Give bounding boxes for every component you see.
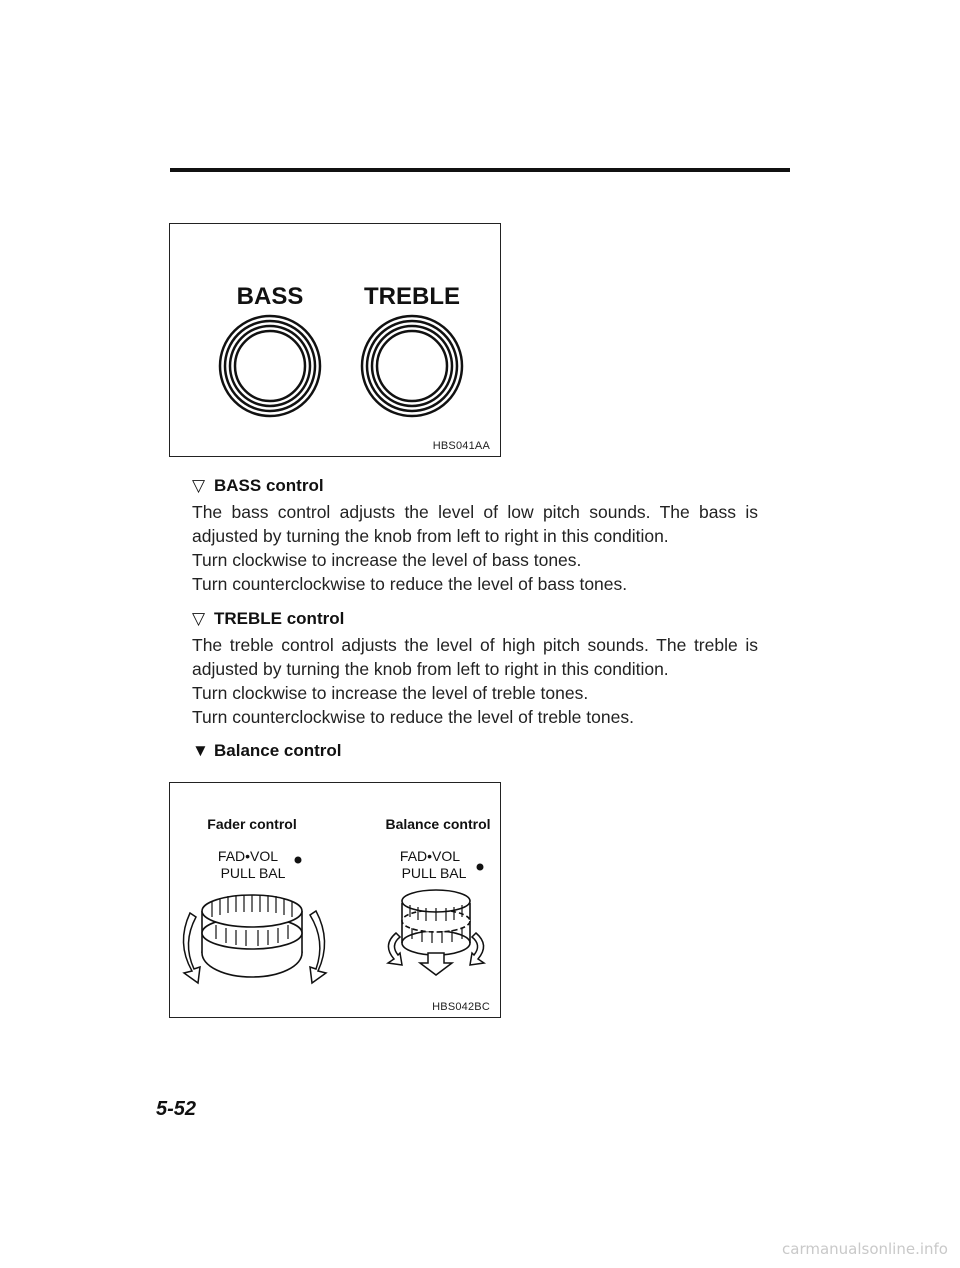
knob-label-pullbal: PULL BAL xyxy=(220,865,286,881)
bass-knob-icon xyxy=(220,316,320,416)
rotate-left-arrow-icon xyxy=(183,913,200,983)
pull-arrow-icon xyxy=(420,953,452,975)
heading-text: TREBLE control xyxy=(214,609,345,628)
figure-id: HBS042BC xyxy=(432,1001,490,1013)
bass-description: The bass control adjusts the level of low pitch sounds. The bass is adjusted by turning the knob from left to right in this condition. xyxy=(192,502,758,546)
treble-clockwise: Turn clockwise to increase the level of treble tones. xyxy=(192,683,589,703)
balance-control-heading xyxy=(192,741,342,761)
indicator-dot-icon xyxy=(295,857,302,864)
knob-label-fadvol: FAD•VOL xyxy=(217,848,279,864)
fader-knob-icon xyxy=(202,895,302,977)
knob-label-pullbal: PULL BAL xyxy=(401,865,467,881)
rotate-left-arrow-icon xyxy=(388,933,402,965)
balance-control-label: Balance control xyxy=(385,816,491,832)
page-number: 5-52 xyxy=(156,1098,197,1120)
treble-control-heading xyxy=(192,609,344,629)
bass-treble-figure xyxy=(169,223,501,457)
treble-knob-icon xyxy=(362,316,462,416)
treble-label: TREBLE xyxy=(364,283,460,310)
rotate-right-arrow-icon xyxy=(470,933,484,965)
heading-text: BASS control xyxy=(214,476,324,495)
bass-treble-illustration xyxy=(170,224,500,456)
fader-control-label: Fader control xyxy=(207,816,297,832)
top-rule xyxy=(170,168,790,172)
treble-counterclockwise: Turn counterclockwise to reduce the level of treble tones. xyxy=(192,707,634,727)
bass-label: BASS xyxy=(236,283,304,310)
bass-control-heading xyxy=(192,476,324,496)
rotate-right-arrow-icon xyxy=(310,911,326,983)
watermark: carmanualsonline.info xyxy=(782,1240,948,1258)
open-triangle-icon: ▽ xyxy=(192,476,206,495)
filled-triangle-icon: ▼ xyxy=(192,741,209,760)
treble-control-body xyxy=(192,633,758,729)
balance-knob-icon xyxy=(402,890,470,955)
fader-balance-figure xyxy=(169,782,501,1018)
treble-description: The treble control adjusts the level of high pitch sounds. The treble is adjusted by turning the knob from left to right in this condition. xyxy=(192,635,758,679)
bass-control-body xyxy=(192,500,758,596)
fader-balance-illustration xyxy=(170,783,500,1017)
heading-text: Balance control xyxy=(214,741,342,760)
open-triangle-icon: ▽ xyxy=(192,609,206,628)
figure-id: HBS041AA xyxy=(432,440,490,452)
indicator-dot-icon xyxy=(477,864,484,871)
bass-counterclockwise: Turn counterclockwise to reduce the level of bass tones. xyxy=(192,574,628,594)
bass-clockwise: Turn clockwise to increase the level of bass tones. xyxy=(192,550,582,570)
knob-label-fadvol: FAD•VOL xyxy=(399,848,461,864)
